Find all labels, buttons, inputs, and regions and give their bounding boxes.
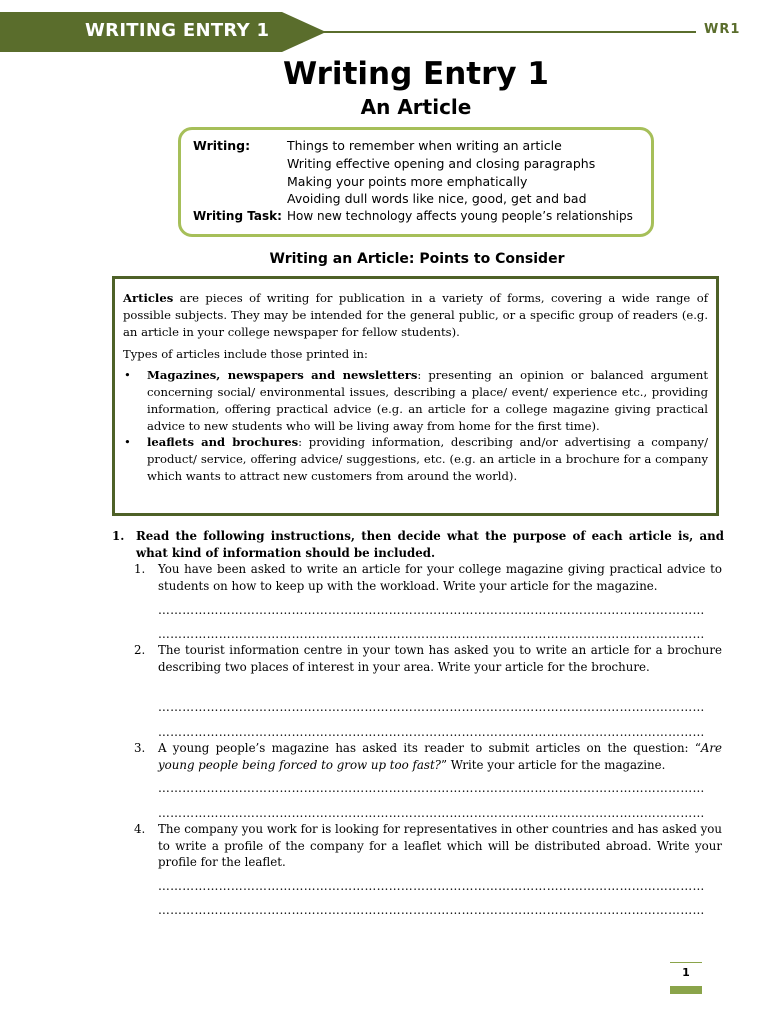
intro-term: Articles (123, 291, 174, 305)
types-intro: Types of articles include those printed in: (123, 347, 368, 362)
section-heading: Writing an Article: Points to Consider (269, 251, 565, 267)
item-text (134, 740, 722, 773)
answer-line[interactable]: ……………………………………………………………………………………………………………………… (158, 903, 705, 917)
item-text: You have been asked to write an article for your college magazine giving practical advice to students on how to keep up with the workload. Write your article for the magazine. (158, 562, 722, 593)
bullet-term: Magazines, newspapers and newsletters (147, 368, 418, 383)
info-content (123, 290, 708, 485)
exercise-instruction-text: Read the following instructions, then decide what the purpose of each article is, and what kind of information should be included. (136, 529, 724, 560)
intro-text: are pieces of writing for publication in a variety of forms, covering a wide range of possible subjects. They may be intended for the general public, or a specific group of readers (e.g. an article in your college newspaper for fellow students). (123, 291, 708, 339)
header-rule (300, 31, 696, 33)
item-text: The company you work for is looking for representatives in other countries and has asked you to write a profile of the company for a leaflet which will be distributed abroad. Write your profile for the leaflet. (158, 822, 722, 869)
item-text-before: A young people’s magazine has asked its reader to submit articles on the question: “ (158, 741, 701, 755)
list-item (123, 434, 708, 484)
types-list (123, 367, 708, 485)
item-text-after: ” Write your article for the magazine. (441, 757, 666, 772)
writing-item: Writing effective opening and closing paragraphs (287, 156, 596, 171)
writing-item: Making your points more emphatically (287, 174, 528, 189)
bullet-term: leaflets and brochures (147, 435, 299, 450)
writing-task-label: Writing Task: (193, 209, 282, 223)
writing-item: Avoiding dull words like nice, good, get and bad (287, 191, 587, 206)
writing-label: Writing: (193, 138, 251, 153)
bullet: • (124, 435, 131, 450)
bullet-text: : providing information, describing and/or advertising a company/ product/ service, offering advice/ suggestions, etc. (e.g. an article in a brochure for a company which wants to attract new customers from around the world). (147, 435, 708, 483)
page-subtitle: An Article (360, 95, 472, 119)
page-code: WR1 (704, 22, 741, 37)
answer-line[interactable]: ……………………………………………………………………………………………………………………… (158, 700, 705, 714)
answer-line[interactable]: ……………………………………………………………………………………………………………………… (158, 627, 705, 641)
item-number: 4. (134, 822, 146, 836)
item-text: The tourist information centre in your town has asked you to write an article for a brochure describing two places of interest in your area. Write your article for the brochure. (158, 643, 722, 674)
item-number: 3. (134, 741, 146, 755)
page-number-rule (670, 962, 702, 963)
answer-line[interactable]: ……………………………………………………………………………………………………………………… (158, 879, 705, 893)
writing-item: Things to remember when writing an article (287, 138, 562, 153)
item-number: 2. (134, 643, 146, 657)
answer-line[interactable]: ……………………………………………………………………………………………………………………… (158, 725, 705, 739)
page-number: 1 (682, 966, 690, 979)
list-item (123, 367, 708, 434)
answer-line[interactable]: ……………………………………………………………………………………………………………………… (158, 781, 705, 795)
item-question: Are young people being forced to grow up too fast? (158, 741, 722, 772)
exercise-item (134, 821, 722, 871)
bullet: • (124, 368, 131, 383)
exercise-instruction (112, 528, 724, 561)
exercise-item (134, 740, 722, 773)
intro-paragraph (123, 290, 708, 340)
answer-line[interactable]: ……………………………………………………………………………………………………………………… (158, 603, 705, 617)
page-title: Writing Entry 1 (283, 56, 549, 92)
exercise-item (134, 642, 722, 675)
item-number: 1. (134, 562, 146, 576)
answer-line[interactable]: ……………………………………………………………………………………………………………………… (158, 806, 705, 820)
header-banner-label: WRITING ENTRY 1 (85, 20, 270, 41)
bullet-text: : presenting an opinion or balanced argument concerning social/ environmental issues, describing a place/ event/ experience etc., providing information, offering practical advice (e.g. an article for a college magazine giving practical advice to new students who will be living away from home for the first time). (147, 368, 708, 433)
exercise-item (134, 561, 722, 594)
exercise-number: 1. (112, 529, 125, 543)
page-number-bar (670, 986, 702, 994)
writing-task-text: How new technology affects young people’s relationships (287, 209, 633, 223)
